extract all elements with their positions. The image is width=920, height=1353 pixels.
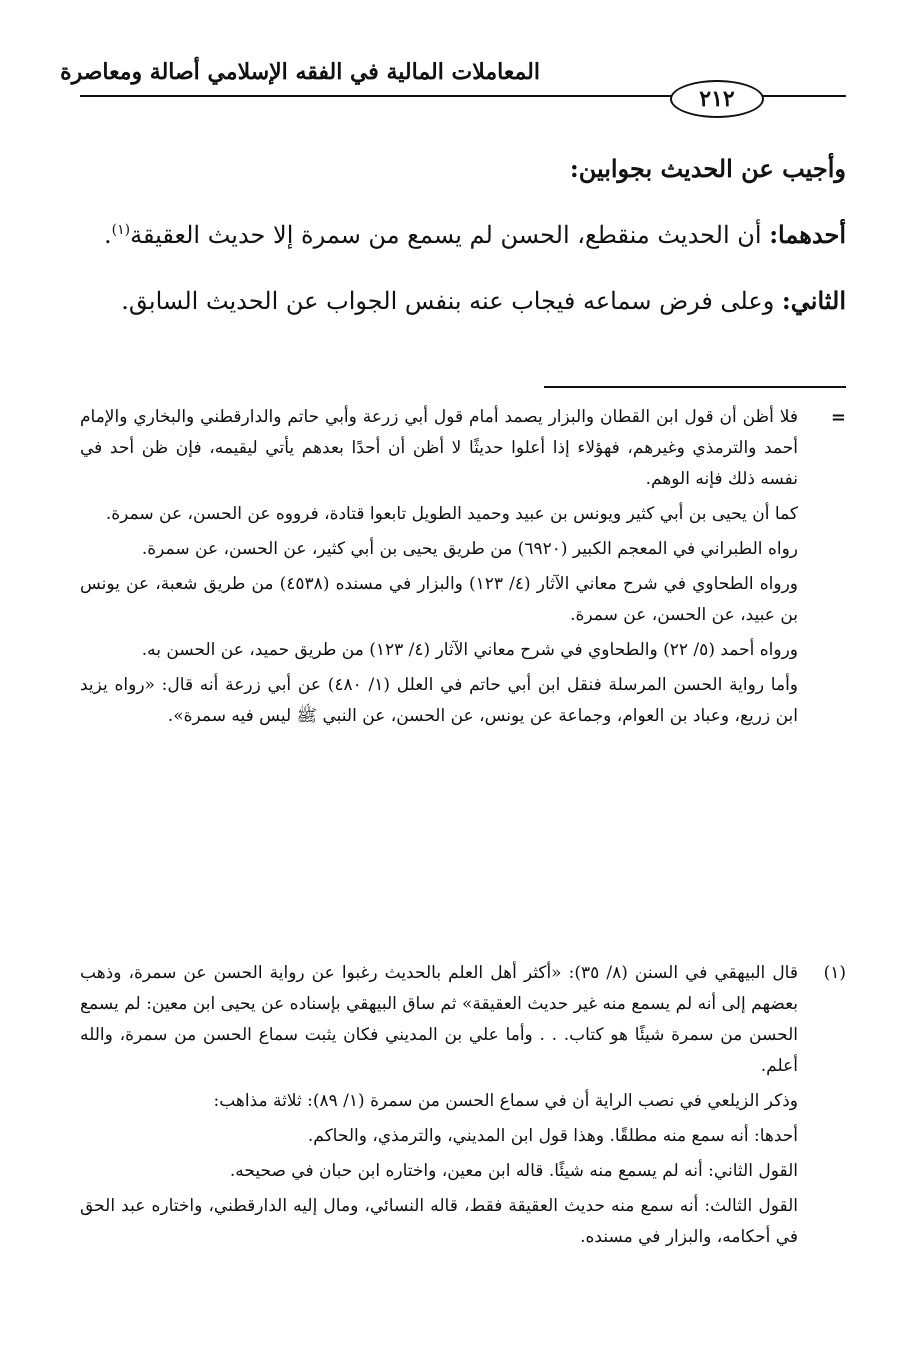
footnote-paragraph: ورواه أحمد (٥/ ٢٢) والطحاوي في شرح معاني الآثار (٤/ ١٢٣) من طريق حميد، عن الحسن به. <box>141 640 798 660</box>
footnote-paragraph: القول الثاني: أنه لم يسمع منه شيئًا. قاله ابن معين، واختاره ابن حبان في صحيحه. <box>229 1161 798 1181</box>
footnote-paragraph: فلا أظن أن قول ابن القطان والبزار يصمد أمام قول أبي زرعة وأبي حاتم والدارقطني والبخاري والإمام أحمد والترمذي وغيرهم، فهؤلاء إذا أعلوا حديثًا لا أظن أن أحدًا بعدهم يأتي ليقيمه، فإن ظن أحد في نفسه ذلك فإنه الوهم. <box>80 407 798 489</box>
footnote-paragraph: أحدها: أنه سمع منه مطلقًا. وهذا قول ابن المديني، والترمذي، والحاكم. <box>307 1126 798 1146</box>
footnote-paragraph: قال البيهقي في السنن (٨/ ٣٥): «أكثر أهل العلم بالحديث رغبوا عن رواية الحسن عن سمرة، وذهب بعضهم إلى أنه لم يسمع منه غير حديث العقيقة» ثم ساق البيهقي بإسناده عن يحيى ابن معين: لم يسمع الحسن من سمرة شيئًا هو كتاب. . . وأما علي بن المديني فكان يثبت سماع الحسن من سمرة، والله أعلم. <box>80 963 798 1076</box>
footnote-paragraph: وأما رواية الحسن المرسلة فنقل ابن أبي حاتم في العلل (١/ ٤٨٠) عن أبي زرعة أنه قال: «رواه يزيد ابن زريع، وعباد بن العوام، وجماعة عن يونس، عن الحسن، عن النبي ﷺ ليس فيه سمرة». <box>80 675 799 726</box>
second-answer <box>80 272 846 330</box>
footnote-paragraph: رواه الطبراني في المعجم الكبير (٦٩٢٠) من طريق يحيى بن أبي كثير، عن الحسن، عن سمرة. <box>141 539 798 559</box>
intro-line: وأجيب عن الحديث بجوابين: <box>569 154 846 183</box>
page-number-badge: ٢١٢ <box>670 80 764 118</box>
footnote-paragraph: ورواه الطحاوي في شرح معاني الآثار (٤/ ١٢٣) والبزار في مسنده (٤٥٣٨) من طريق شعبة، عن يونس بن عبيد، عن الحسن، عن سمرة. <box>80 574 798 625</box>
first-answer <box>80 206 846 264</box>
running-header-title: المعاملات المالية في الفقه الإسلامي أصالة ومعاصرة <box>60 59 540 85</box>
footnote-paragraph: كما أن يحيى بن أبي كثير ويونس بن عبيد وحميد الطويل تابعوا قتادة، فرووه عن الحسن، عن سمرة. <box>105 504 798 524</box>
footnote-continuation <box>80 402 846 736</box>
second-answer-text: وعلى فرض سماعه فيجاب عنه بنفس الجواب عن الحديث السابق. <box>121 287 782 315</box>
main-text <box>80 140 846 330</box>
footnote-paragraph: القول الثالث: أنه سمع منه حديث العقيقة فقط، قاله النسائي، ومال إليه الدارقطني، واختاره عبد الحق في أحكامه، والبزار في مسنده. <box>80 1196 798 1247</box>
footnote-reference[interactable]: (١) <box>111 222 131 238</box>
second-answer-label: الثاني: <box>781 286 846 315</box>
footnote-separator <box>544 386 846 388</box>
footnote-paragraph: وذكر الزيلعي في نصب الراية أن في سماع الحسن من سمرة (١/ ٨٩): ثلاثة مذاهب: <box>213 1091 798 1111</box>
first-answer-label: أحدهما: <box>769 220 846 249</box>
first-answer-end: . <box>104 221 112 249</box>
continuation-marker: = <box>830 407 846 428</box>
first-answer-text: أن الحديث منقطع، الحسن لم يسمع من سمرة إلا حديث العقيقة <box>130 221 770 249</box>
footnote-one <box>80 958 846 1257</box>
footnote-number: (١) <box>823 963 846 983</box>
